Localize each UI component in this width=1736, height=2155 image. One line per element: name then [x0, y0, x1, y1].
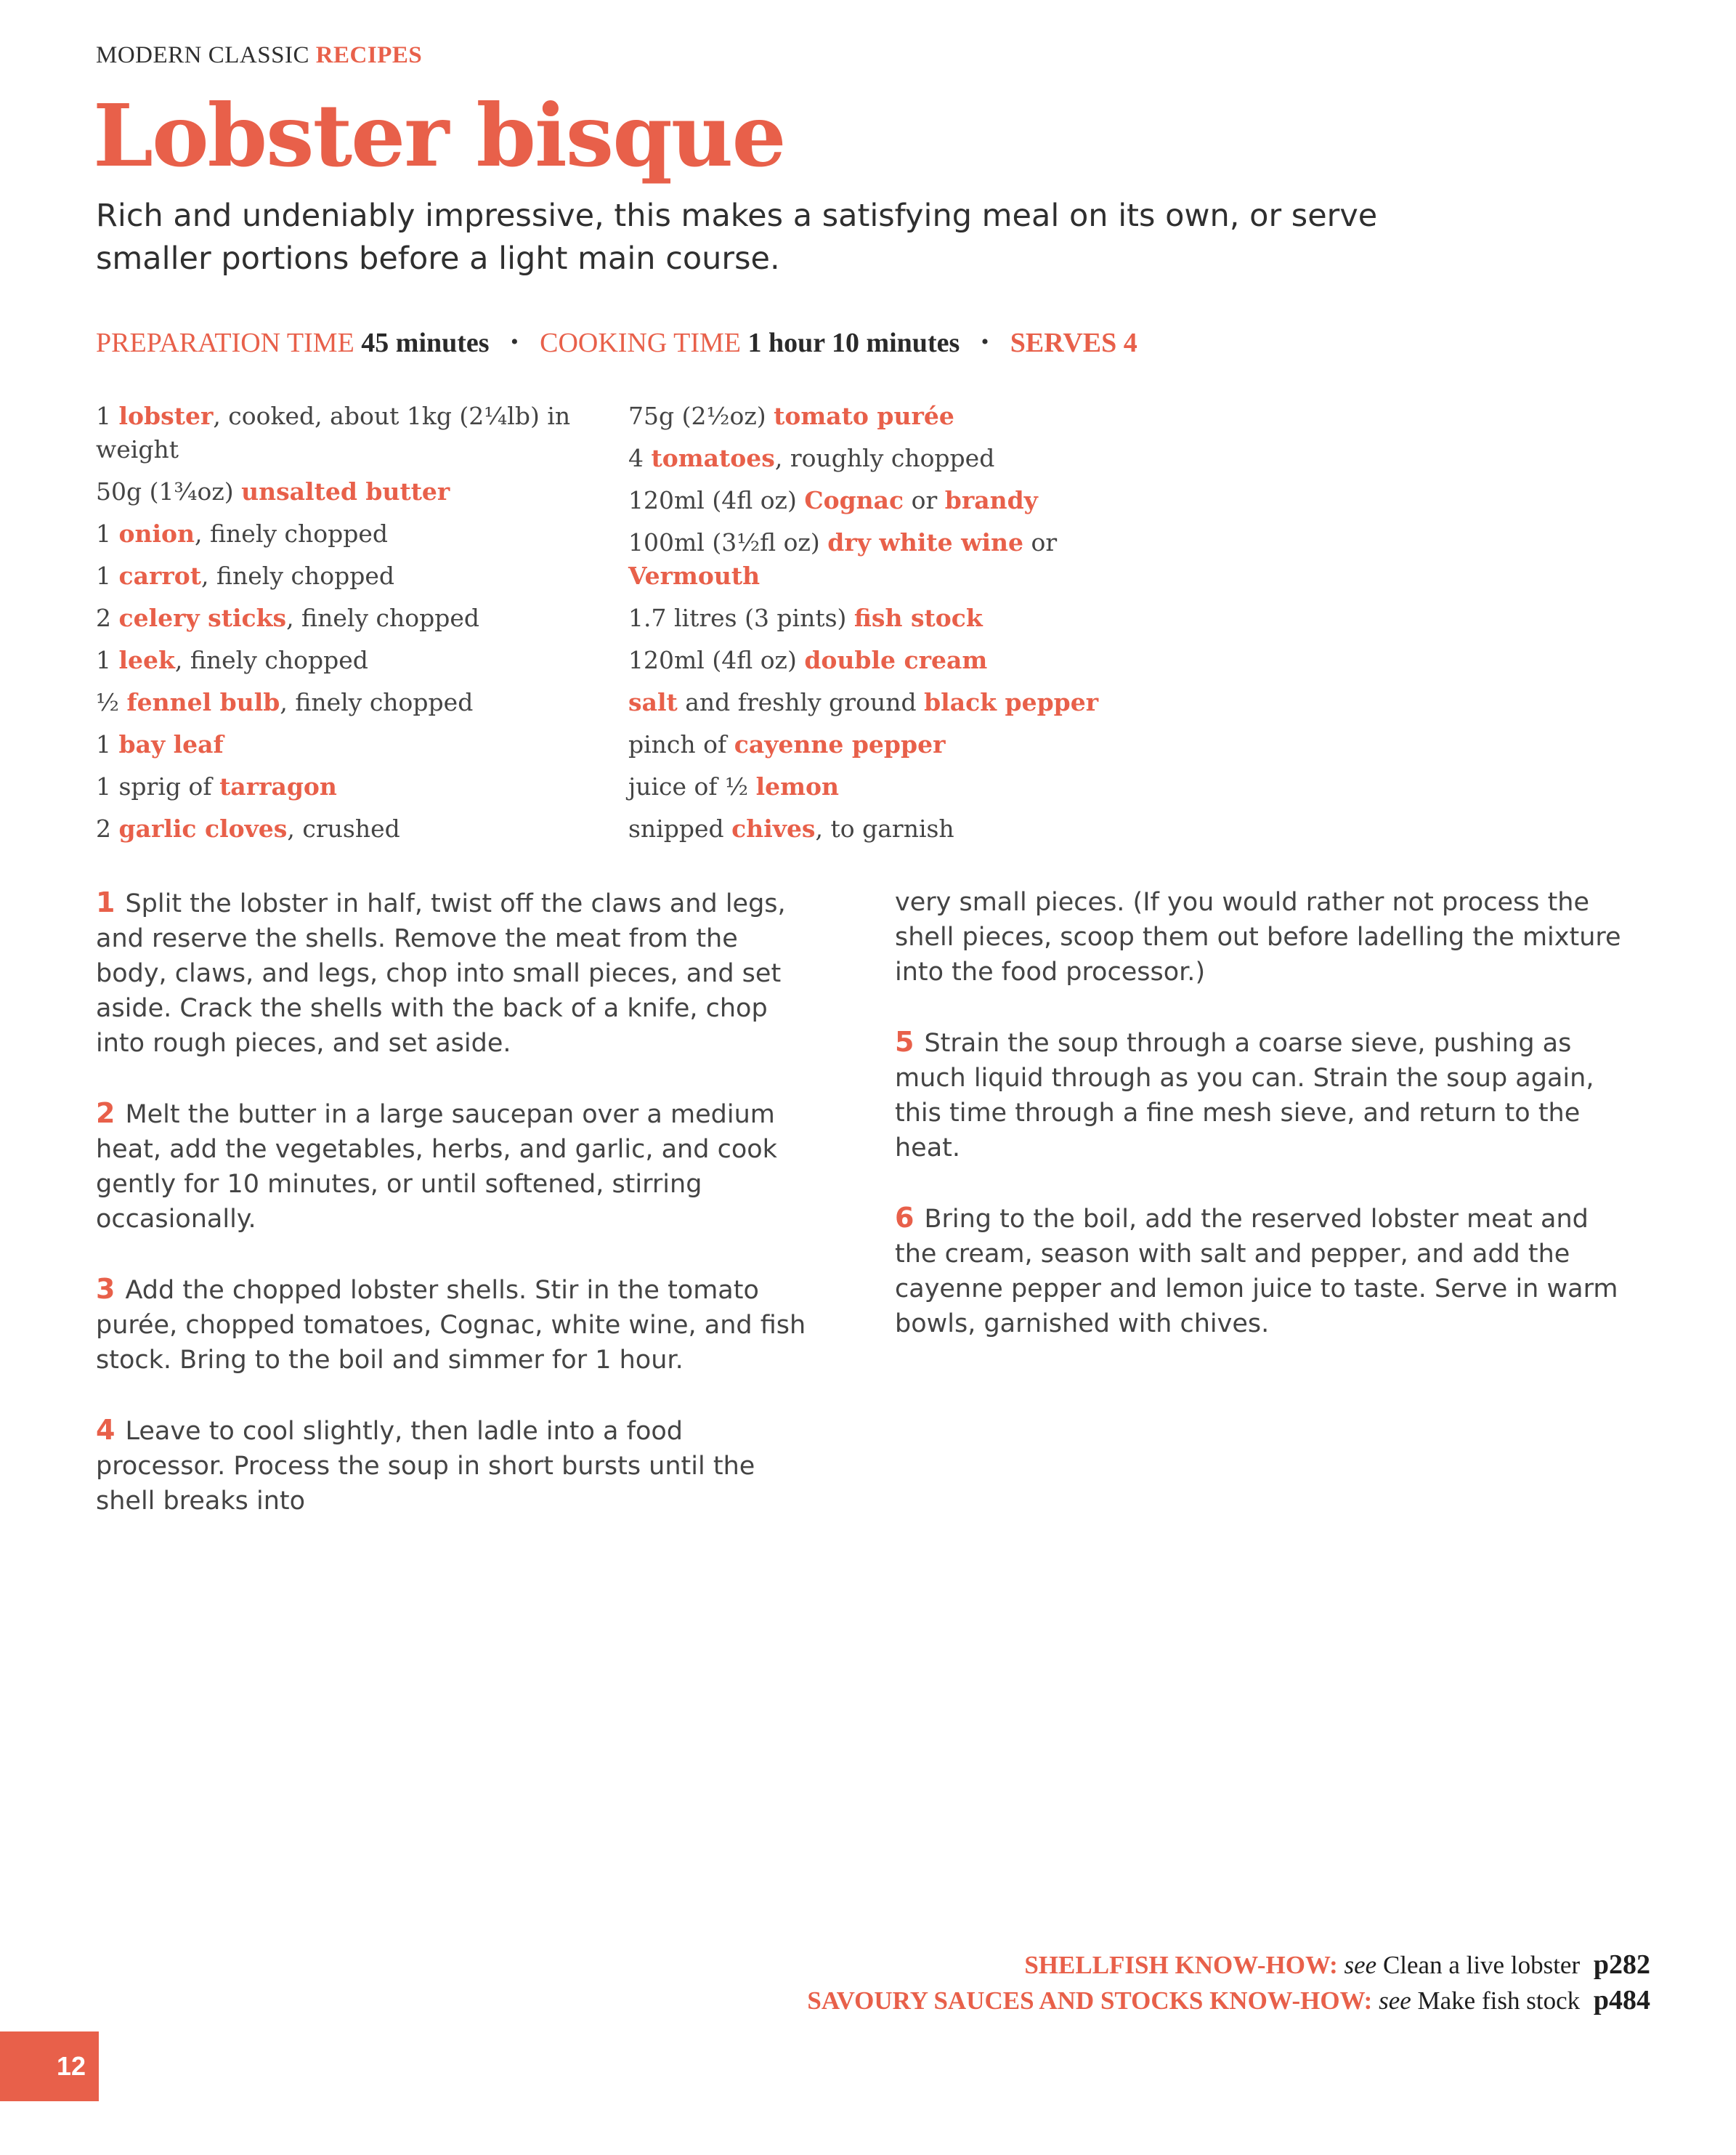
ingredient-detail: 1: [96, 402, 119, 430]
recipe-meta: [96, 327, 1137, 359]
knowhow-line[interactable]: [807, 1947, 1650, 1983]
ingredient-detail: 4: [628, 444, 652, 472]
ingredient-name: cayenne pepper: [734, 730, 946, 759]
ingredient-item: [96, 728, 604, 761]
ingredient-item: [96, 517, 604, 551]
ingredient-name: garlic cloves: [118, 814, 288, 843]
ingredient-detail: or: [1023, 528, 1058, 557]
ingredient-detail: , roughly chopped: [774, 444, 995, 472]
cook-time-value: 1 hour 10 minutes: [747, 328, 960, 358]
ingredient-item: [628, 526, 1137, 593]
step-number: 3: [96, 1273, 115, 1305]
ingredient-name: fish stock: [853, 604, 983, 632]
ingredient-item: [96, 400, 604, 466]
method-step: [96, 885, 808, 1061]
category-label: RECIPES: [315, 42, 423, 68]
knowhow-label: SHELLFISH KNOW-HOW:: [1024, 1951, 1338, 1979]
ingredient-item: [628, 686, 1137, 719]
ingredient-detail: ½: [96, 688, 127, 716]
step-number: 1: [96, 886, 115, 918]
ingredient-item: [96, 812, 604, 846]
step-number: 2: [96, 1097, 115, 1129]
method-step: [96, 1412, 808, 1519]
knowhow-see: see: [1379, 1986, 1411, 2015]
step-text: Melt the butter in a large saucepan over a medium heat, add the vegetables, herbs, and garlic, and cook gently for 10 minutes, or until softened, stirring occasionally.: [96, 1100, 777, 1234]
ingredient-name: celery sticks: [118, 604, 287, 632]
step-number: 4: [96, 1414, 115, 1446]
knowhow-page-ref[interactable]: p282: [1593, 1949, 1650, 1980]
ingredient-detail: 1: [96, 646, 119, 674]
ingredient-detail: 1.7 litres (3 pints): [628, 604, 854, 632]
ingredient-name: tomato purée: [774, 402, 954, 430]
cook-time-label: COOKING TIME: [540, 328, 742, 358]
prep-time-label: PREPARATION TIME: [96, 328, 354, 358]
method-step: [96, 1096, 808, 1237]
ingredients-list-left: [96, 400, 604, 854]
ingredient-item: [96, 602, 604, 635]
ingredient-detail: 1: [96, 562, 119, 590]
ingredient-item: [628, 442, 1137, 475]
ingredient-name: fennel bulb: [126, 688, 280, 716]
ingredient-detail: 120ml (4fl oz): [628, 486, 805, 514]
page-number: 12: [0, 2031, 99, 2101]
ingredient-item: [628, 812, 1137, 846]
ingredient-name: leek: [118, 646, 175, 674]
ingredient-item: [96, 644, 604, 677]
ingredient-detail: 2: [96, 814, 119, 843]
step-text: Bring to the boil, add the reserved lobster meat and the cream, season with salt and pepper, and add the cayenne pepper and lemon juice to taste. Serve in warm bowls, garnished with chives.: [895, 1205, 1618, 1338]
ingredient-item: [96, 559, 604, 593]
section-kicker: [96, 42, 422, 69]
ingredient-item: [96, 770, 604, 804]
ingredient-detail: , finely chopped: [174, 646, 368, 674]
ingredient-name: bay leaf: [118, 730, 224, 759]
ingredient-name: chives: [731, 814, 816, 843]
ingredient-detail: 1: [96, 730, 119, 759]
ingredient-item: [96, 475, 604, 509]
knowhow-page-ref[interactable]: p484: [1593, 1985, 1650, 2015]
ingredient-item: [628, 728, 1137, 761]
step-number: 5: [895, 1026, 914, 1058]
ingredient-detail: , finely chopped: [286, 604, 480, 632]
ingredient-item: [628, 644, 1137, 677]
serves-label: SERVES 4: [1010, 328, 1137, 358]
method-column-right: [895, 885, 1628, 1376]
separator-dot: •: [511, 330, 519, 354]
ingredient-name: black pepper: [924, 688, 1099, 716]
ingredient-detail: or: [904, 486, 945, 514]
step-text: very small pieces. (If you would rather not process the shell pieces, scoop them out before ladelling the mixture into the food processor.): [895, 888, 1621, 987]
ingredient-item: [96, 686, 604, 719]
section-label: MODERN CLASSIC: [96, 42, 309, 68]
ingredient-name: double cream: [804, 646, 988, 674]
method-step-continued: [895, 885, 1628, 990]
ingredient-item: [628, 400, 1137, 433]
knowhow-see: see: [1344, 1951, 1377, 1979]
step-text: Add the chopped lobster shells. Stir in the tomato purée, chopped tomatoes, Cognac, white wine, and fish stock. Bring to the boil and simmer for 1 hour.: [96, 1276, 806, 1375]
step-text: Leave to cool slightly, then ladle into a food processor. Process the soup in short bursts until the shell breaks into: [96, 1417, 755, 1516]
ingredient-name: lobster: [118, 402, 214, 430]
ingredient-detail: 2: [96, 604, 119, 632]
ingredient-name: dry white wine: [827, 528, 1024, 557]
ingredient-detail: pinch of: [628, 730, 734, 759]
ingredient-detail: , finely chopped: [201, 562, 394, 590]
ingredient-detail: snipped: [628, 814, 732, 843]
ingredient-detail: and freshly ground: [677, 688, 925, 716]
ingredient-name: salt: [628, 688, 678, 716]
ingredient-item: [628, 602, 1137, 635]
ingredient-detail: , crushed: [287, 814, 400, 843]
method-step: [895, 1024, 1628, 1165]
ingredient-name: Vermouth: [628, 562, 760, 590]
ingredient-name: lemon: [755, 772, 840, 801]
ingredient-detail: 75g (2½oz): [628, 402, 774, 430]
knowhow-text: Clean a live lobster: [1382, 1951, 1581, 1979]
ingredient-name: onion: [118, 519, 195, 548]
ingredient-item: [628, 484, 1137, 517]
ingredients-list-right: [628, 400, 1137, 854]
ingredient-name: tarragon: [219, 772, 337, 801]
step-number: 6: [895, 1202, 914, 1234]
ingredient-item: [628, 770, 1137, 804]
ingredient-name: tomatoes: [651, 444, 775, 472]
ingredient-detail: 120ml (4fl oz): [628, 646, 805, 674]
ingredient-detail: 1 sprig of: [96, 772, 220, 801]
method-step: [96, 1271, 808, 1378]
ingredient-detail: , finely chopped: [280, 688, 474, 716]
ingredient-detail: 100ml (3½fl oz): [628, 528, 828, 557]
ingredient-name: brandy: [944, 486, 1038, 514]
step-text: Strain the soup through a coarse sieve, pushing as much liquid through as you can. Strain the soup again, this time through a fine mesh sieve, and return to the heat.: [895, 1029, 1594, 1163]
ingredient-name: carrot: [118, 562, 202, 590]
ingredient-detail: 50g (1¾oz): [96, 477, 242, 506]
separator-dot: •: [981, 330, 989, 354]
recipe-title: Lobster bisque: [93, 85, 785, 186]
ingredient-name: Cognac: [804, 486, 904, 514]
knowhow-text: Make fish stock: [1417, 1986, 1581, 2015]
ingredient-detail: , to garnish: [815, 814, 954, 843]
method-column-left: [96, 885, 808, 1553]
ingredient-detail: 1: [96, 519, 119, 548]
ingredient-detail: , finely chopped: [195, 519, 389, 548]
method-step: [895, 1200, 1628, 1341]
ingredient-name: unsalted butter: [241, 477, 450, 506]
recipe-intro: Rich and undeniably impressive, this makes a satisfying meal on its own, or serve smaller portions before a light main course.: [96, 198, 1378, 277]
ingredient-detail: , cooked, about 1kg (2¼lb) in weight: [96, 402, 571, 464]
prep-time-value: 45 minutes: [361, 328, 490, 358]
step-text: Split the lobster in half, twist off the claws and legs, and reserve the shells. Remove the meat from the body, claws, and legs, chop into small pieces, and set aside. Crack the shells with the back of a knife, chop into rough pieces, and set aside.: [96, 889, 786, 1058]
ingredient-detail: juice of ½: [628, 772, 756, 801]
knowhow-references: [807, 1947, 1650, 2018]
knowhow-label: SAVOURY SAUCES AND STOCKS KNOW-HOW:: [807, 1986, 1373, 2015]
knowhow-line[interactable]: [807, 1983, 1650, 2018]
